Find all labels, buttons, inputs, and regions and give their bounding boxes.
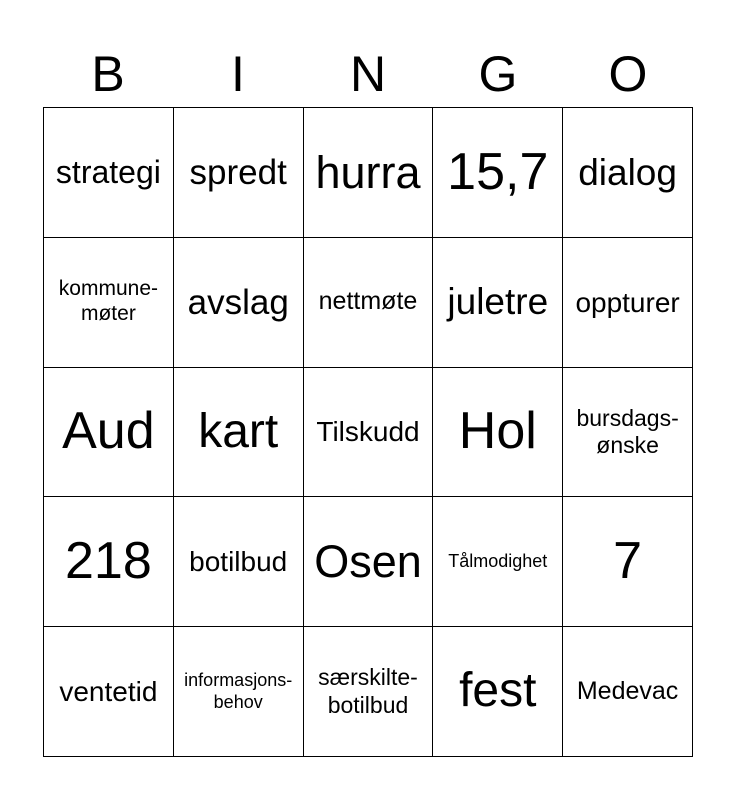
bingo-cell-r2c4[interactable]	[433, 238, 563, 368]
header-letter-g: G	[478, 46, 518, 102]
cell-text: 218	[65, 532, 152, 591]
bingo-cell-r5c5[interactable]	[563, 627, 693, 757]
cell-text: Osen	[314, 536, 422, 588]
bingo-cell-r4c3[interactable]	[304, 497, 434, 627]
bingo-cell-r4c4[interactable]	[433, 497, 563, 627]
bingo-cell-r5c3[interactable]	[304, 627, 434, 757]
cell-text: botilbud	[189, 546, 288, 578]
bingo-header	[43, 40, 693, 108]
bingo-cell-r2c2[interactable]	[174, 238, 304, 368]
cell-text: særskilte- botilbud	[318, 664, 418, 718]
bingo-cell-r5c1[interactable]	[44, 627, 174, 757]
cell-text: bursdags- ønske	[576, 404, 679, 458]
cell-text: 7	[613, 532, 643, 591]
bingo-cell-r3c3[interactable]	[304, 368, 434, 498]
bingo-cell-r5c2[interactable]	[174, 627, 304, 757]
header-letter-n: N	[349, 46, 387, 102]
cell-text: hurra	[315, 146, 421, 198]
cell-text: nettmøte	[318, 287, 418, 316]
header-letter-o: O	[608, 46, 648, 102]
bingo-cell-r2c5[interactable]	[563, 238, 693, 368]
cell-text: oppturer	[575, 286, 680, 318]
bingo-cell-r2c1[interactable]	[44, 238, 174, 368]
cell-text: 15,7	[447, 142, 549, 201]
cell-text: strategi	[55, 153, 161, 190]
cell-text: kart	[198, 404, 279, 458]
header-letter-b: B	[91, 46, 125, 102]
cell-text: Tålmodighet	[448, 551, 548, 572]
header-letter-i: I	[231, 46, 245, 102]
cell-text: ventetid	[59, 676, 158, 708]
bingo-cell-r4c2[interactable]	[174, 497, 304, 627]
bingo-cell-r1c4[interactable]	[433, 108, 563, 238]
cell-text: kommune- møter	[58, 277, 158, 326]
cell-text: fest	[459, 664, 537, 718]
bingo-cell-r1c5[interactable]	[563, 108, 693, 238]
cell-text: dialog	[578, 151, 677, 193]
cell-text: avslag	[187, 282, 289, 322]
cell-text: Tilskudd	[316, 416, 420, 448]
bingo-cell-r3c4[interactable]	[433, 368, 563, 498]
cell-text: Medevac	[576, 676, 679, 705]
bingo-cell-r5c4[interactable]	[433, 627, 563, 757]
cell-text: juletre	[447, 281, 549, 323]
bingo-cell-r4c1[interactable]	[44, 497, 174, 627]
cell-text: spredt	[189, 152, 287, 192]
bingo-board	[43, 107, 693, 757]
cell-text: Hol	[458, 402, 537, 461]
bingo-cell-r4c5[interactable]	[563, 497, 693, 627]
bingo-cell-r2c3[interactable]	[304, 238, 434, 368]
bingo-cell-r1c3[interactable]	[304, 108, 434, 238]
cell-text: informasjons- behov	[184, 670, 293, 712]
bingo-cell-r1c1[interactable]	[44, 108, 174, 238]
bingo-cell-r3c2[interactable]	[174, 368, 304, 498]
bingo-cell-r3c1[interactable]	[44, 368, 174, 498]
cell-text: Aud	[62, 402, 155, 461]
bingo-cell-r3c5[interactable]	[563, 368, 693, 498]
bingo-cell-r1c2[interactable]	[174, 108, 304, 238]
